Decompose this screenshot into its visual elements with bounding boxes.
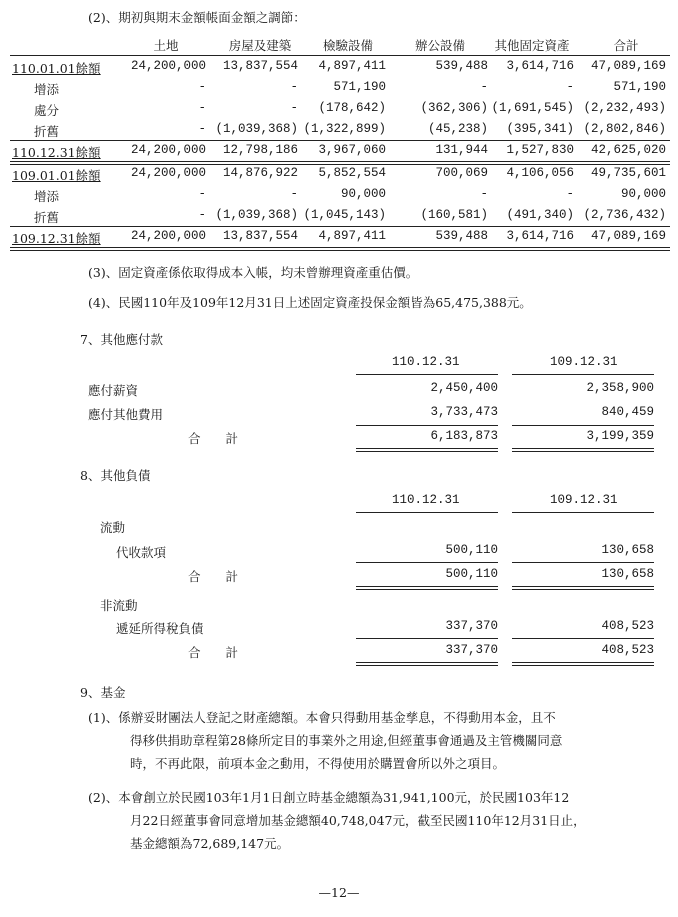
total-label: 合 計 xyxy=(188,569,239,584)
section-heading: 8、其他負債 xyxy=(80,468,151,483)
cell-value: - xyxy=(290,187,298,201)
total-amount: 408,523 xyxy=(601,643,654,657)
column-header: 土地 xyxy=(153,38,179,53)
cell-value: 24,200,000 xyxy=(130,229,206,243)
amount: 337,370 xyxy=(445,619,498,633)
cell-value: 3,967,060 xyxy=(318,143,386,157)
column-header: 其他固定資產 xyxy=(494,38,570,53)
cell-value: - xyxy=(290,101,298,115)
cell-value: 13,837,554 xyxy=(222,59,298,73)
cell-value: (45,238) xyxy=(427,122,488,136)
group-label: 流動 xyxy=(100,520,126,535)
double-rule xyxy=(512,586,654,590)
section-heading: 7、其他應付款 xyxy=(80,332,163,347)
total-amount: 337,370 xyxy=(445,643,498,657)
row-label: 應付薪資 xyxy=(88,383,139,398)
header-rule xyxy=(512,374,654,375)
cell-value: - xyxy=(290,80,298,94)
row-label: 遞延所得稅負債 xyxy=(116,621,204,636)
amount: 2,450,400 xyxy=(430,381,498,395)
cell-value: (1,039,368) xyxy=(215,208,298,222)
group-label: 非流動 xyxy=(100,598,138,613)
note-text: (4)、民國110年及109年12月31日上述固定資產投保金額皆為65,475,388元。 xyxy=(88,295,532,310)
header-rule xyxy=(512,512,654,513)
column-header: 110.12.31 xyxy=(392,493,460,507)
cell-value: - xyxy=(198,80,206,94)
row-label: 折舊 xyxy=(34,210,60,225)
cell-value: 90,000 xyxy=(340,187,386,201)
double-rule xyxy=(356,662,498,666)
total-label: 合 計 xyxy=(188,645,239,660)
cell-value: - xyxy=(480,80,488,94)
cell-value: 12,798,186 xyxy=(222,143,298,157)
cell-value: 24,200,000 xyxy=(130,166,206,180)
amount: 840,459 xyxy=(601,405,654,419)
amount: 3,733,473 xyxy=(430,405,498,419)
cell-value: (2,232,493) xyxy=(583,101,666,115)
cell-value: 42,625,020 xyxy=(590,143,666,157)
cell-value: (1,691,545) xyxy=(491,101,574,115)
row-label: 109.12.31餘額 xyxy=(12,231,101,246)
header-rule xyxy=(356,374,498,375)
amount: 408,523 xyxy=(601,619,654,633)
row-rule xyxy=(10,226,670,227)
row-label: 110.12.31餘額 xyxy=(12,145,101,160)
subtotal-rule xyxy=(356,638,498,639)
amount: 130,658 xyxy=(601,543,654,557)
paragraph-line: 基金總額為72,689,147元。 xyxy=(130,836,290,851)
row-label: 處分 xyxy=(34,103,60,118)
cell-value: 24,200,000 xyxy=(130,143,206,157)
cell-value: - xyxy=(566,80,574,94)
cell-value: (1,039,368) xyxy=(215,122,298,136)
cell-value: 539,488 xyxy=(435,229,488,243)
cell-value: - xyxy=(566,187,574,201)
double-rule xyxy=(10,247,670,251)
double-rule xyxy=(512,448,654,452)
cell-value: - xyxy=(480,187,488,201)
cell-value: (491,340) xyxy=(506,208,574,222)
amount: 500,110 xyxy=(445,543,498,557)
note-text: (3)、固定資產係依取得成本入帳，均未曾辦理資產重估價。 xyxy=(88,265,419,280)
cell-value: 539,488 xyxy=(435,59,488,73)
column-header: 檢驗設備 xyxy=(322,38,373,53)
cell-value: 14,876,922 xyxy=(222,166,298,180)
page-number: —12— xyxy=(318,885,360,900)
cell-value: (395,341) xyxy=(506,122,574,136)
cell-value: - xyxy=(198,208,206,222)
row-label: 110.01.01餘額 xyxy=(12,61,101,76)
paragraph-line: 得移供捐助章程第28條所定目的事業外之用途,但經董事會通過及主管機關同意 xyxy=(130,733,563,748)
cell-value: (178,642) xyxy=(318,101,386,115)
cell-value: 90,000 xyxy=(620,187,666,201)
paragraph-line: 時，不再此限，前項本金之動用，不得使用於購置會所以外之項目。 xyxy=(130,756,506,771)
cell-value: 571,190 xyxy=(333,80,386,94)
paragraph-1 xyxy=(88,706,562,775)
cell-value: 3,614,716 xyxy=(506,59,574,73)
row-label: 代收款項 xyxy=(116,545,167,560)
subtotal-rule xyxy=(512,562,654,563)
subtotal-rule xyxy=(356,425,498,426)
subtotal-rule xyxy=(512,425,654,426)
row-rule xyxy=(10,140,670,141)
row-label: 109.01.01餘額 xyxy=(12,168,101,183)
total-amount: 500,110 xyxy=(445,567,498,581)
cell-value: 1,527,830 xyxy=(506,143,574,157)
header-rule xyxy=(356,512,498,513)
subtotal-rule xyxy=(512,638,654,639)
cell-value: 13,837,554 xyxy=(222,229,298,243)
cell-value: (2,802,846) xyxy=(583,122,666,136)
table-top-rule xyxy=(10,55,670,56)
section-heading: 9、基金 xyxy=(80,685,126,700)
row-label: 應付其他費用 xyxy=(88,407,164,422)
cell-value: 3,614,716 xyxy=(506,229,574,243)
double-rule xyxy=(10,161,670,165)
column-header: 辦公設備 xyxy=(414,38,465,53)
double-rule xyxy=(356,448,498,452)
column-header: 房屋及建築 xyxy=(228,38,292,53)
cell-value: (1,045,143) xyxy=(303,208,386,222)
cell-value: 47,089,169 xyxy=(590,229,666,243)
double-rule xyxy=(356,586,498,590)
cell-value: 47,089,169 xyxy=(590,59,666,73)
row-label: 增添 xyxy=(34,189,60,204)
amount: 2,358,900 xyxy=(586,381,654,395)
cell-value: (1,322,899) xyxy=(303,122,386,136)
paragraph-line: (2)、本會創立於民國103年1月1日創立時基金總額為31,941,100元，於民國103年12 xyxy=(88,790,570,805)
paragraph-line: 月22日經董事會同意增加基金總額40,748,047元，截至民國110年12月31日止， xyxy=(130,813,586,828)
paragraph-2 xyxy=(88,786,586,855)
section-title: (2)、期初與期末金額帳面金額之調節： xyxy=(88,10,306,25)
column-header: 110.12.31 xyxy=(392,355,460,369)
row-label: 增添 xyxy=(34,82,60,97)
cell-value: - xyxy=(198,122,206,136)
cell-value: (362,306) xyxy=(420,101,488,115)
total-amount: 130,658 xyxy=(601,567,654,581)
cell-value: 4,897,411 xyxy=(318,59,386,73)
cell-value: 24,200,000 xyxy=(130,59,206,73)
cell-value: 49,735,601 xyxy=(590,166,666,180)
cell-value: 571,190 xyxy=(613,80,666,94)
column-header: 109.12.31 xyxy=(550,355,618,369)
cell-value: (160,581) xyxy=(420,208,488,222)
cell-value: 4,106,056 xyxy=(506,166,574,180)
double-rule xyxy=(512,662,654,666)
cell-value: - xyxy=(198,187,206,201)
paragraph-line: (1)、係辦妥財團法人登記之財產總額。本會只得動用基金孳息，不得動用本金，且不 xyxy=(88,710,556,725)
column-header: 109.12.31 xyxy=(550,493,618,507)
cell-value: 700,069 xyxy=(435,166,488,180)
total-amount: 3,199,359 xyxy=(586,429,654,443)
cell-value: 131,944 xyxy=(435,143,488,157)
total-amount: 6,183,873 xyxy=(430,429,498,443)
cell-value: 4,897,411 xyxy=(318,229,386,243)
total-label: 合 計 xyxy=(188,431,239,446)
column-header: 合計 xyxy=(613,38,639,53)
row-label: 折舊 xyxy=(34,124,60,139)
cell-value: 5,852,554 xyxy=(318,166,386,180)
subtotal-rule xyxy=(356,562,498,563)
cell-value: - xyxy=(198,101,206,115)
cell-value: (2,736,432) xyxy=(583,208,666,222)
